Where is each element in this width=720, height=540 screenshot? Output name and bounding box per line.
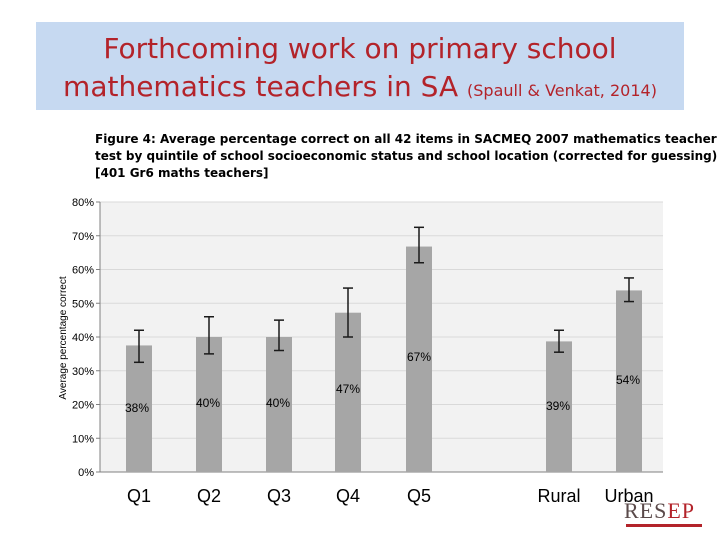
y-tick-label: 20% — [71, 399, 94, 412]
x-category-label: Urban — [604, 486, 654, 506]
logo-underline — [626, 524, 702, 527]
data-label: 38% — [124, 401, 150, 415]
slide-title-main: mathematics teachers in SA — [63, 70, 459, 103]
data-label: 54% — [615, 373, 641, 387]
logo-mark — [624, 498, 695, 524]
y-tick-label: 10% — [71, 433, 94, 446]
x-category-label: Q2 — [196, 486, 222, 506]
x-category-label: Q5 — [406, 486, 432, 506]
data-label: 40% — [195, 396, 221, 410]
data-label: 47% — [335, 382, 361, 396]
x-category-label: Rural — [537, 486, 581, 506]
x-category-label: Q3 — [266, 486, 292, 506]
caption-line3: [401 Gr6 maths teachers] — [95, 166, 269, 180]
data-label: 39% — [545, 399, 571, 413]
data-label: 67% — [406, 350, 432, 364]
y-tick-label: 0% — [78, 467, 94, 479]
resep-logo — [624, 498, 704, 532]
x-category-label: Q1 — [126, 486, 152, 506]
slide-title-citation: (Spaull & Venkat, 2014) — [467, 81, 657, 100]
x-category-label: Q4 — [335, 486, 361, 506]
logo-text-red: EP — [667, 498, 696, 523]
y-axis-label: Average percentage correct — [58, 276, 69, 400]
y-tick-label: 30% — [71, 365, 94, 378]
y-tick-label: 70% — [71, 230, 94, 243]
logo-text-dark: RES — [624, 498, 668, 523]
caption-line1: Figure 4: Average percentage correct on all 42 items in SACMEQ 2007 mathematics teacher — [95, 132, 717, 146]
data-label: 40% — [265, 396, 291, 410]
caption-line2: test by quintile of school socioeconomic status and school location (corrected for guessing) — [95, 149, 718, 163]
y-tick-label: 50% — [71, 298, 94, 311]
slide-title-line1: Forthcoming work on primary school — [103, 32, 617, 65]
y-tick-label: 60% — [71, 264, 94, 277]
y-tick-label: 40% — [71, 332, 94, 344]
y-tick-label: 80% — [71, 197, 94, 209]
